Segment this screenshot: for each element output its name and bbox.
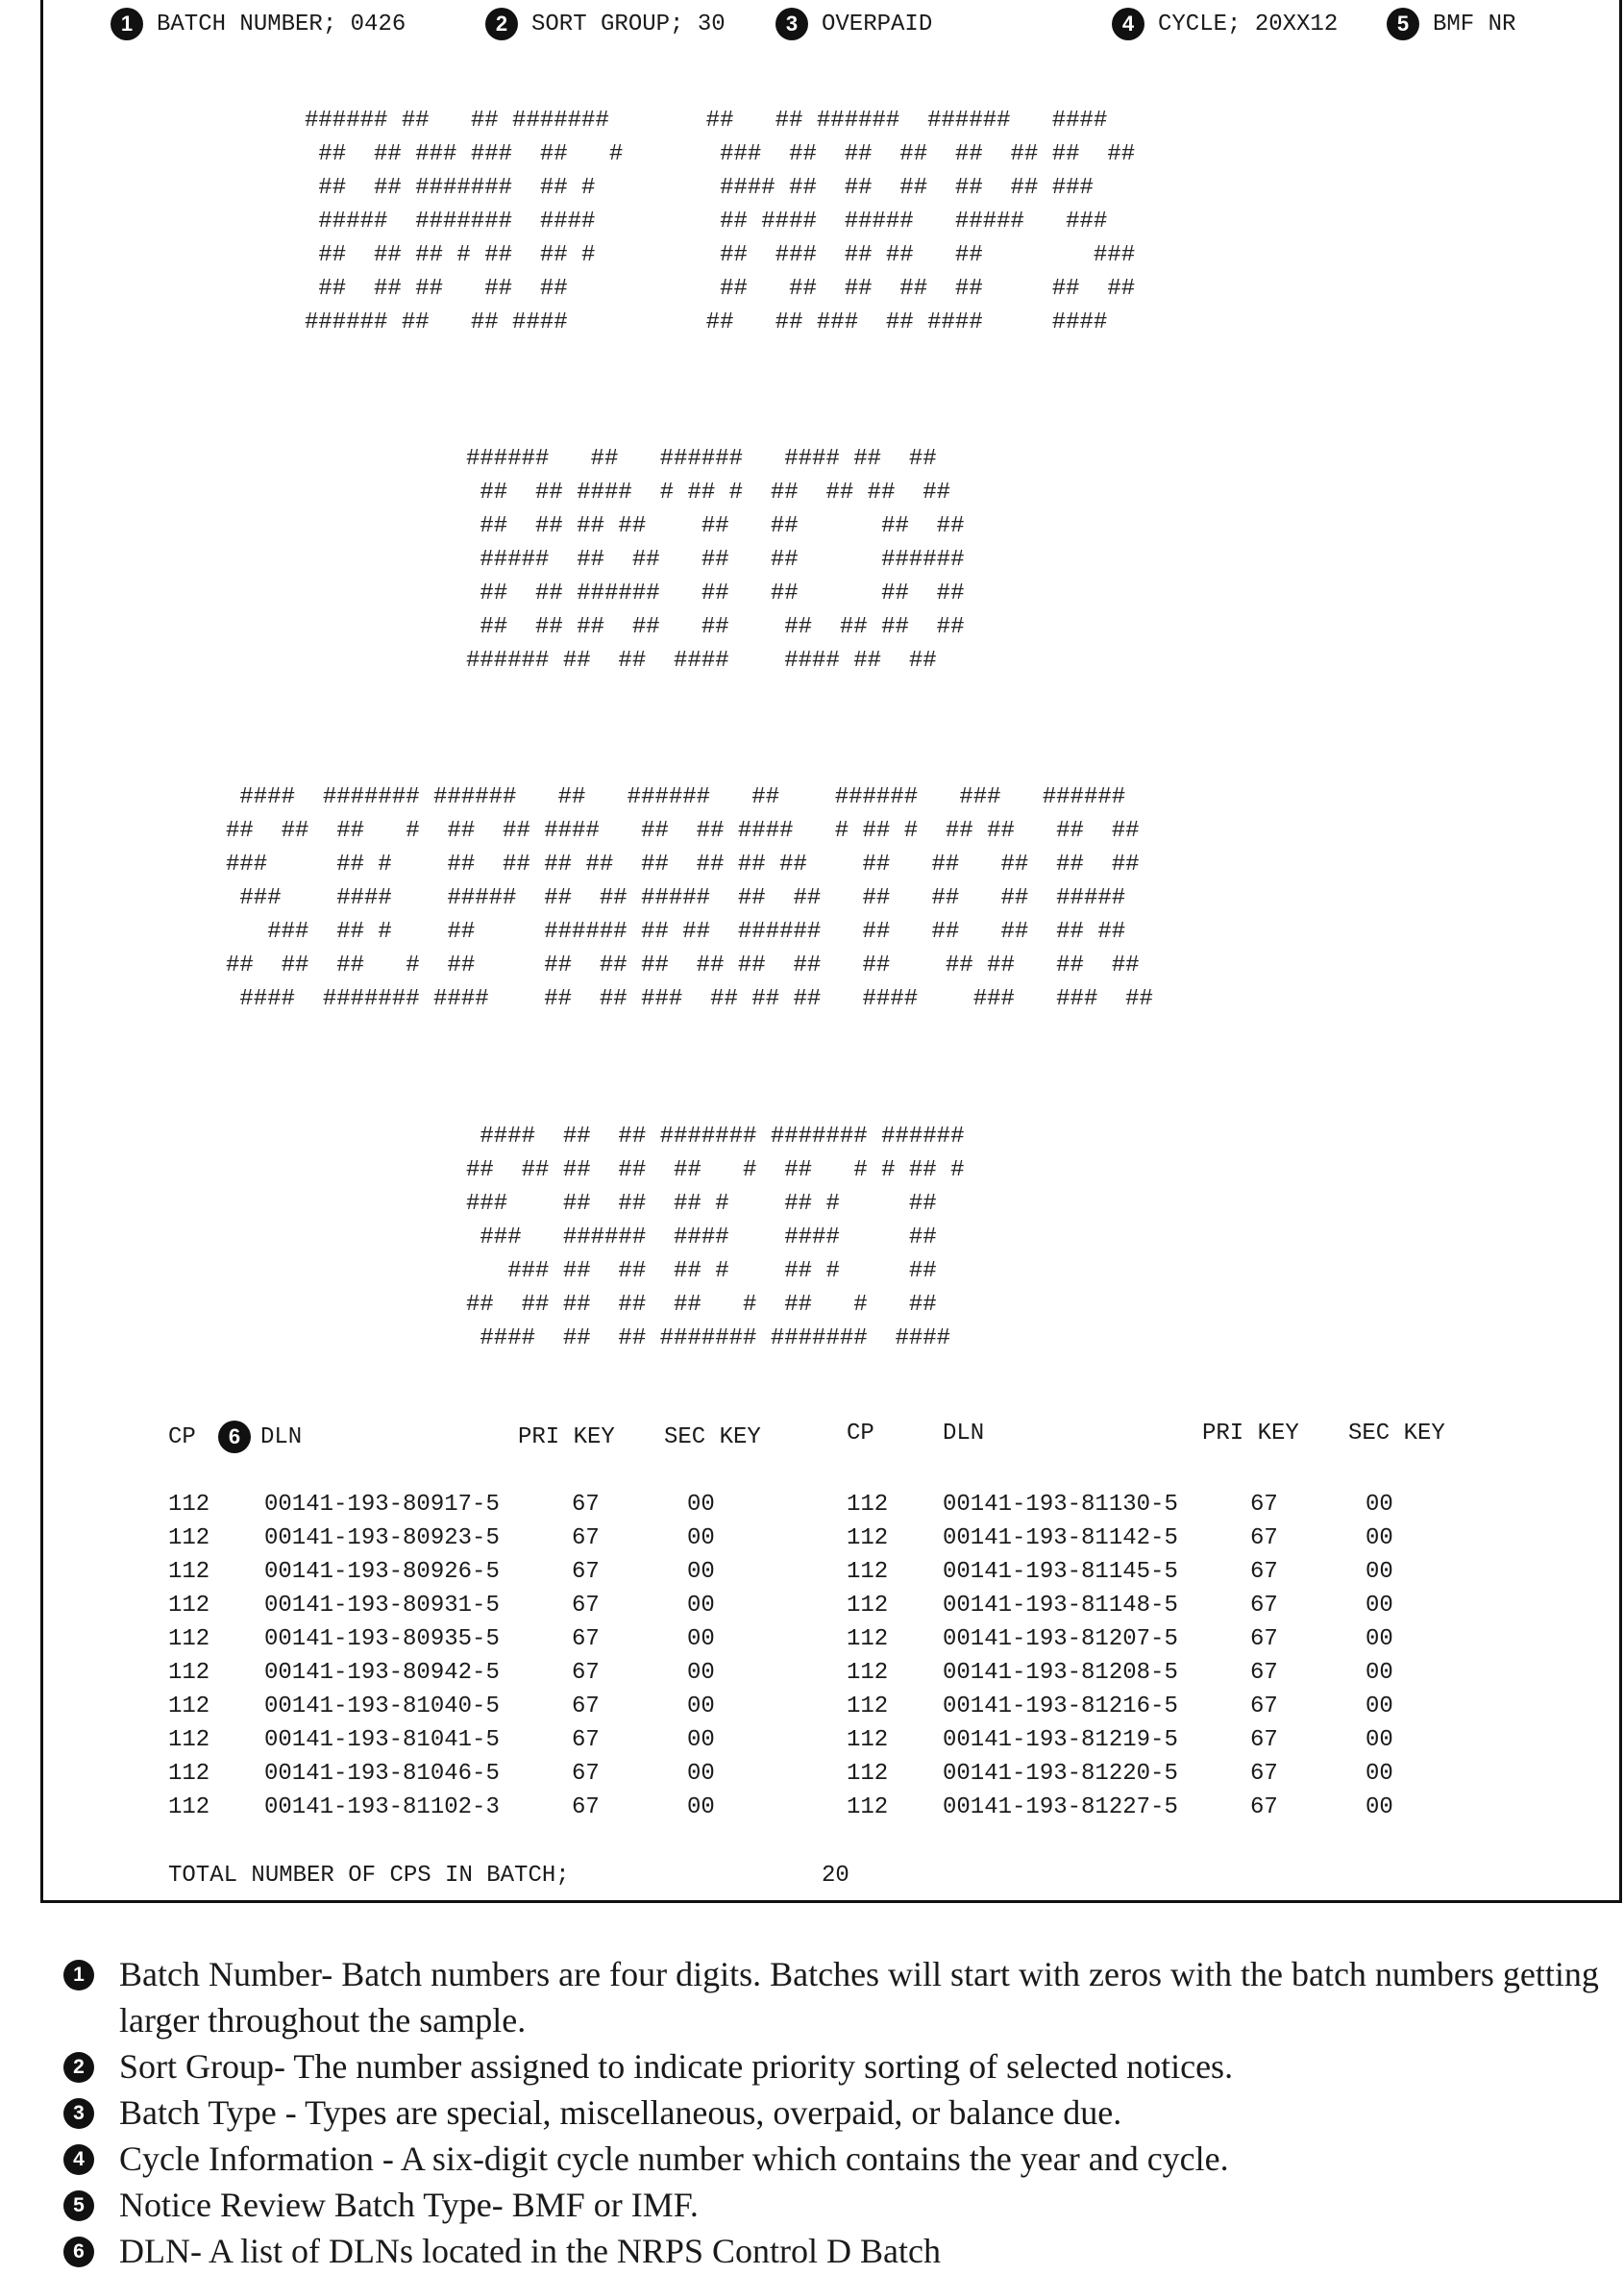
cp-cell: 112 xyxy=(168,1593,210,1619)
callout-legend xyxy=(63,1951,1601,2274)
total-value: 20 xyxy=(822,1863,849,1889)
sec-key-cell: 00 xyxy=(1366,1525,1393,1551)
dln-cell: 00141-193-81220-5 xyxy=(943,1761,1178,1787)
batch-type-text: OVERPAID xyxy=(822,11,933,37)
dln-cell: 00141-193-81145-5 xyxy=(943,1559,1178,1585)
pri-key-cell: 67 xyxy=(1250,1761,1278,1787)
cp-cell: 112 xyxy=(847,1761,889,1787)
header-pri-key: PRI KEY xyxy=(1202,1421,1299,1447)
legend-item xyxy=(63,2090,1601,2136)
cp-cell: 112 xyxy=(168,1761,210,1787)
cp-cell: 112 xyxy=(847,1593,889,1619)
sec-key-cell: 00 xyxy=(687,1525,715,1551)
callout-badge-5: 5 xyxy=(1387,8,1419,40)
cp-cell: 112 xyxy=(847,1694,889,1719)
header-pri-key: PRI KEY xyxy=(518,1423,615,1450)
table-row xyxy=(168,1656,764,1690)
sec-key-cell: 00 xyxy=(687,1761,715,1787)
cp-cell: 112 xyxy=(847,1794,889,1820)
table-header-left xyxy=(168,1421,761,1453)
banner-line-3: #### ####### ###### ## ###### ## ###### ### ###### ## ## ## # ## ## #### ## ## #### # ## # ## ## ## ## ### ## # ## ## ## ## ## ## ## ## ## ## ## ## ## ### #### ##### ## ## ##### ## ## ## ## ## ##### ### ## # ## ###### ## ## ###### ## ## ## ## ## ## ## ## # ## ## ## ## ## ## ## ## ## ## ## ## #### ####### #### ## ## ### ## ## ## #### ### ### ## xyxy=(226,784,1153,1012)
pri-key-cell: 67 xyxy=(1250,1660,1278,1686)
table-row xyxy=(847,1521,1442,1555)
legend-text: Batch Type - Types are special, miscellaneous, overpaid, or balance due. xyxy=(119,2093,1122,2132)
cycle-text: CYCLE; 20XX12 xyxy=(1158,11,1339,37)
dln-cell: 00141-193-81142-5 xyxy=(943,1525,1178,1551)
table-row xyxy=(168,1723,764,1757)
dln-cell: 00141-193-81148-5 xyxy=(943,1593,1178,1619)
cp-cell: 112 xyxy=(847,1727,889,1753)
legend-item xyxy=(63,1951,1601,2043)
printout-sheet xyxy=(40,0,1622,1903)
banner-line-2: ###### ## ###### #### ## ## ## ## #### # ## # ## ## ## ## ## ## ## ## ## ## ## ## ##### ## ## ## ## ###### ## ## ###### ## ## ## ## ## ## ## ## ## ## ## ## ## ###### ## ## #### #### ## ## xyxy=(466,446,965,674)
table-row xyxy=(168,1521,764,1555)
table-row xyxy=(168,1690,764,1723)
legend-item xyxy=(63,2228,1601,2274)
cp-cell: 112 xyxy=(168,1559,210,1585)
legend-badge-2: 2 xyxy=(63,2052,94,2083)
legend-badge-4: 4 xyxy=(63,2144,94,2175)
callout-badge-2: 2 xyxy=(485,8,518,40)
callout-badge-3: 3 xyxy=(775,8,808,40)
cp-cell: 112 xyxy=(168,1525,210,1551)
table-row xyxy=(847,1723,1442,1757)
cp-cell: 112 xyxy=(168,1727,210,1753)
sort-group-text: SORT GROUP; 30 xyxy=(531,11,726,37)
cp-cell: 112 xyxy=(847,1492,889,1518)
header-dln: DLN xyxy=(260,1423,303,1450)
banner-line-4: #### ## ## ####### ####### ###### ## ## ## ## ## # ## # # ## # ### ## ## ## # ## # ## ### ###### #### #### ## ### ## ## ## # ## # ## ## ## ## ## ## # ## # ## #### ## ## ####### ####### #### xyxy=(466,1124,965,1351)
pri-key-cell: 67 xyxy=(572,1492,600,1518)
notice-review-field xyxy=(1387,8,1515,40)
sec-key-cell: 00 xyxy=(687,1593,715,1619)
pri-key-cell: 67 xyxy=(1250,1559,1278,1585)
sec-key-cell: 00 xyxy=(1366,1794,1393,1820)
table-right xyxy=(847,1488,1442,1824)
dln-cell: 00141-193-81041-5 xyxy=(264,1727,500,1753)
sec-key-cell: 00 xyxy=(687,1559,715,1585)
header-dln: DLN xyxy=(943,1421,985,1447)
pri-key-cell: 67 xyxy=(572,1626,600,1652)
cp-cell: 112 xyxy=(847,1660,889,1686)
sec-key-cell: 00 xyxy=(687,1727,715,1753)
sec-key-cell: 00 xyxy=(687,1694,715,1719)
sec-key-cell: 00 xyxy=(1366,1761,1393,1787)
table-row xyxy=(168,1622,764,1656)
dln-cell: 00141-193-81102-3 xyxy=(264,1794,500,1820)
dln-cell: 00141-193-81130-5 xyxy=(943,1492,1178,1518)
table-row xyxy=(168,1757,764,1791)
legend-item xyxy=(63,2136,1601,2182)
dln-cell: 00141-193-80926-5 xyxy=(264,1559,500,1585)
callout-badge-6: 6 xyxy=(218,1421,251,1453)
total-label: TOTAL NUMBER OF CPS IN BATCH; xyxy=(168,1863,570,1889)
dln-cell: 00141-193-80917-5 xyxy=(264,1492,500,1518)
cp-cell: 112 xyxy=(168,1794,210,1820)
dln-cell: 00141-193-81227-5 xyxy=(943,1794,1178,1820)
dln-cell: 00141-193-80935-5 xyxy=(264,1626,500,1652)
sort-group-field xyxy=(485,8,726,40)
pri-key-cell: 67 xyxy=(572,1559,600,1585)
legend-item xyxy=(63,2043,1601,2090)
pri-key-cell: 67 xyxy=(572,1525,600,1551)
legend-badge-3: 3 xyxy=(63,2098,94,2129)
dln-cell: 00141-193-80942-5 xyxy=(264,1660,500,1686)
table-row xyxy=(847,1589,1442,1622)
pri-key-cell: 67 xyxy=(1250,1626,1278,1652)
cp-cell: 112 xyxy=(168,1694,210,1719)
pri-key-cell: 67 xyxy=(572,1761,600,1787)
sec-key-cell: 00 xyxy=(1366,1660,1393,1686)
pri-key-cell: 67 xyxy=(1250,1727,1278,1753)
sec-key-cell: 00 xyxy=(687,1492,715,1518)
legend-text: Cycle Information - A six-digit cycle number which contains the year and cycle. xyxy=(119,2139,1229,2178)
table-row xyxy=(168,1589,764,1622)
header-cp: CP xyxy=(847,1421,874,1447)
pri-key-cell: 67 xyxy=(572,1660,600,1686)
legend-text: Notice Review Batch Type- BMF or IMF. xyxy=(119,2186,699,2224)
cp-cell: 112 xyxy=(168,1492,210,1518)
pri-key-cell: 67 xyxy=(1250,1593,1278,1619)
dln-cell: 00141-193-81207-5 xyxy=(943,1626,1178,1652)
cp-cell: 112 xyxy=(847,1559,889,1585)
pri-key-cell: 67 xyxy=(1250,1492,1278,1518)
dln-cell: 00141-193-81040-5 xyxy=(264,1694,500,1719)
dln-cell: 00141-193-81216-5 xyxy=(943,1694,1178,1719)
sec-key-cell: 00 xyxy=(687,1660,715,1686)
legend-text: DLN- A list of DLNs located in the NRPS Control D Batch xyxy=(119,2232,941,2270)
table-row xyxy=(847,1488,1442,1521)
dln-cell: 00141-193-81046-5 xyxy=(264,1761,500,1787)
batch-number-text: BATCH NUMBER; 0426 xyxy=(157,11,406,37)
table-row xyxy=(168,1555,764,1589)
table-row xyxy=(168,1488,764,1521)
table-left xyxy=(168,1488,764,1824)
table-row xyxy=(847,1791,1442,1824)
legend-text: Sort Group- The number assigned to indicate priority sorting of selected notices. xyxy=(119,2047,1234,2086)
cp-cell: 112 xyxy=(168,1626,210,1652)
sec-key-cell: 00 xyxy=(1366,1694,1393,1719)
sec-key-cell: 00 xyxy=(1366,1727,1393,1753)
pri-key-cell: 67 xyxy=(1250,1525,1278,1551)
pri-key-cell: 67 xyxy=(572,1794,600,1820)
header-sec-key: SEC KEY xyxy=(1348,1421,1445,1447)
table-row xyxy=(847,1690,1442,1723)
total-line xyxy=(168,1863,849,1889)
header-cp: CP xyxy=(168,1423,196,1450)
table-row xyxy=(847,1555,1442,1589)
legend-badge-6: 6 xyxy=(63,2237,94,2267)
table-row xyxy=(847,1622,1442,1656)
pri-key-cell: 67 xyxy=(572,1694,600,1719)
table-row xyxy=(847,1656,1442,1690)
sec-key-cell: 00 xyxy=(1366,1626,1393,1652)
legend-badge-1: 1 xyxy=(63,1960,94,1991)
batch-number-field xyxy=(111,8,406,40)
callout-badge-1: 1 xyxy=(111,8,143,40)
legend-badge-5: 5 xyxy=(63,2190,94,2221)
pri-key-cell: 67 xyxy=(1250,1794,1278,1820)
legend-item xyxy=(63,2182,1601,2228)
header-sec-key: SEC KEY xyxy=(664,1423,761,1450)
banner-line-1: ###### ## ## ####### ## ## ###### ###### #### ## ## ### ### ## # ### ## ## ## ## ## ## ## ## ## ####### ## # #### ## ## ## ## ## ### ##### ####### #### ## #### ##### ##### ### ## ## ## # ## ## # ## ### ## ## ## ### ## ## ## ## ## ## ## ## ## ## ## ## ###### ## ## #### ## ## ### ## #### #### xyxy=(305,108,1136,335)
cp-cell: 112 xyxy=(847,1525,889,1551)
table-header-right xyxy=(847,1421,1445,1447)
notice-review-text: BMF NR xyxy=(1433,11,1516,37)
dln-cell: 00141-193-80931-5 xyxy=(264,1593,500,1619)
table-row xyxy=(847,1757,1442,1791)
pri-key-cell: 67 xyxy=(1250,1694,1278,1719)
cp-cell: 112 xyxy=(847,1626,889,1652)
cp-cell: 112 xyxy=(168,1660,210,1686)
dln-cell: 00141-193-81208-5 xyxy=(943,1660,1178,1686)
sec-key-cell: 00 xyxy=(687,1794,715,1820)
batch-type-field xyxy=(775,8,932,40)
cycle-field xyxy=(1112,8,1338,40)
dln-cell: 00141-193-81219-5 xyxy=(943,1727,1178,1753)
pri-key-cell: 67 xyxy=(572,1593,600,1619)
table-row xyxy=(168,1791,764,1824)
sec-key-cell: 00 xyxy=(1366,1559,1393,1585)
dln-cell: 00141-193-80923-5 xyxy=(264,1525,500,1551)
sec-key-cell: 00 xyxy=(1366,1593,1393,1619)
legend-text: Batch Number- Batch numbers are four digits. Batches will start with zeros with the batch numbers getting larger throughout the sample. xyxy=(119,1955,1599,2040)
sec-key-cell: 00 xyxy=(687,1626,715,1652)
callout-badge-4: 4 xyxy=(1112,8,1144,40)
sec-key-cell: 00 xyxy=(1366,1492,1393,1518)
pri-key-cell: 67 xyxy=(572,1727,600,1753)
